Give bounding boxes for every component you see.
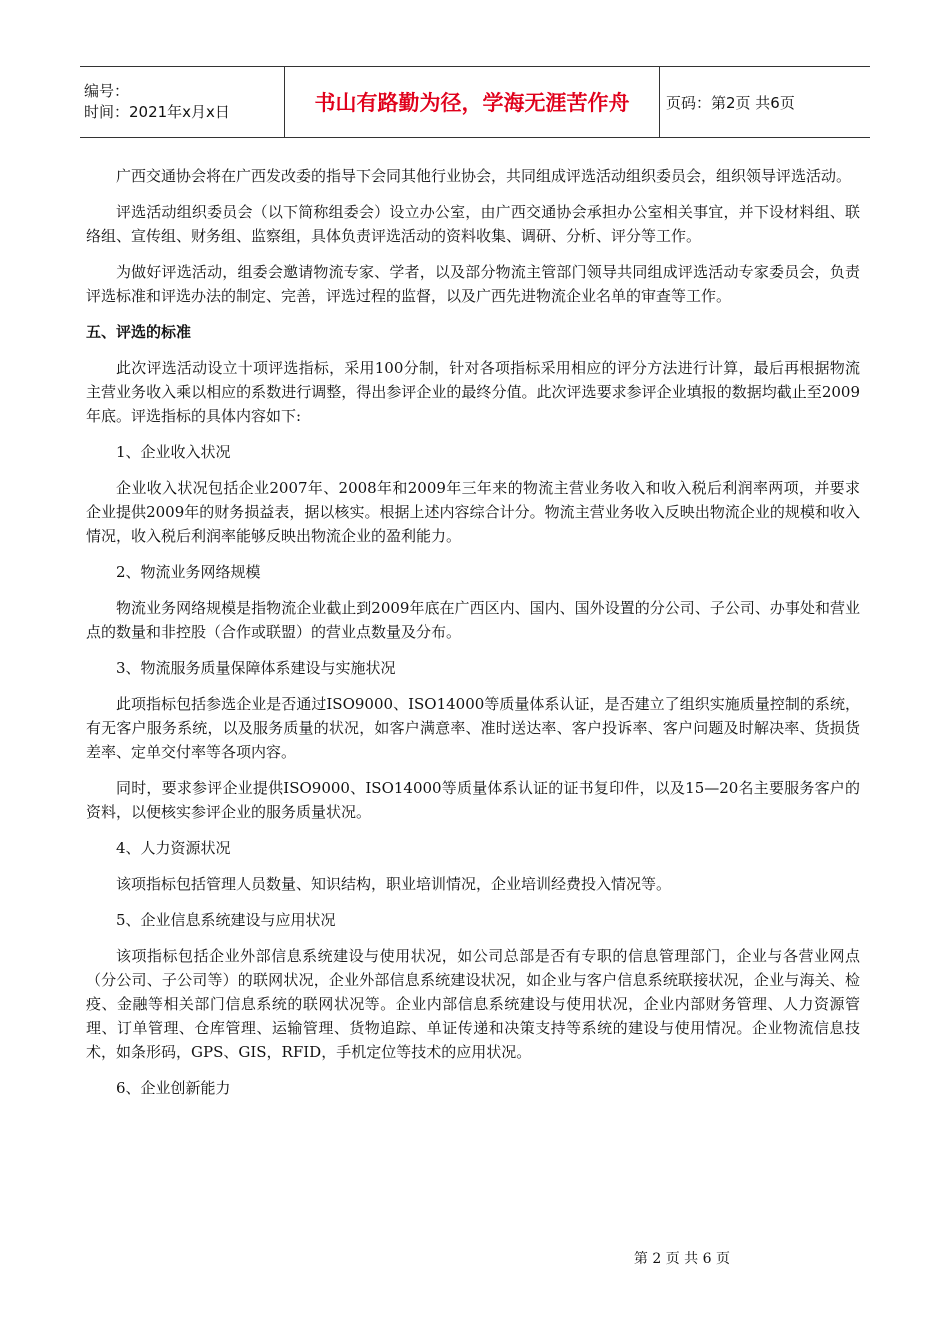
number-label: 编号： — [84, 82, 130, 100]
header-page — [660, 67, 870, 137]
motto-text: 书山有路勤为径，学海无涯苦作舟 — [314, 91, 630, 115]
list-item-heading: 1、企业收入状况 — [116, 443, 231, 461]
list-item-heading: 5、企业信息系统建设与应用状况 — [116, 911, 336, 929]
list-item-heading: 4、人力资源状况 — [116, 839, 231, 857]
paragraph: 此次评选活动设立十项评选指标，采用100分制，针对各项指标采用相应的评分方法进行计算，最后再根据物流主营业务收入乘以相应的系数进行调整，得出参评企业的最终分值。此次评选要求参评企业填报的数据均截止至2009年底。评选指标的具体内容如下: — [86, 359, 860, 425]
header-motto — [285, 67, 660, 137]
paragraph: 此项指标包括参选企业是否通过ISO9000、ISO14000等质量体系认证，是否建立了组织实施质量控制的系统，有无客户服务系统，以及服务质量的状况，如客户满意率、准时送达率、客户投诉率、客户问题及时解决率、货损货差率、定单交付率等各项内容。 — [86, 695, 860, 761]
time-label: 时间：2021年x月x日 — [84, 103, 230, 121]
paragraph: 评选活动组织委员会（以下简称组委会）设立办公室，由广西交通协会承担办公室相关事宜，并下设材料组、联络组、宣传组、财务组、监察组，具体负责评选活动的资料收集、调研、分析、评分等工作。 — [86, 203, 860, 245]
paragraph: 该项指标包括管理人员数量、知识结构，职业培训情况，企业培训经费投入情况等。 — [116, 875, 672, 893]
header-meta — [80, 67, 285, 137]
page-header — [80, 66, 870, 138]
paragraph: 物流业务网络规模是指物流企业截止到2009年底在广西区内、国内、国外设置的分公司、子公司、办事处和营业点的数量和非控股（合作或联盟）的营业点数量及分布。 — [86, 599, 860, 641]
paragraph: 广西交通协会将在广西发改委的指导下会同其他行业协会，共同组成评选活动组织委员会，组织领导评选活动。 — [116, 167, 852, 185]
paragraph: 为做好评选活动，组委会邀请物流专家、学者，以及部分物流主管部门领导共同组成评选活动专家委员会，负责评选标准和评选办法的制定、完善，评选过程的监督，以及广西先进物流企业名单的审查等工作。 — [86, 263, 860, 305]
document-body — [86, 164, 860, 1112]
page-footer: 第 2 页 共 6 页 — [633, 1251, 730, 1267]
paragraph: 该项指标包括企业外部信息系统建设与使用状况，如公司总部是否有专职的信息管理部门，企业与各营业网点（分公司、子公司等）的联网状况，企业外部信息系统建设状况，如企业与客户信息系统联接状况，企业与海关、检疫、金融等相关部门信息系统的联网状况等。企业内部信息系统建设与使用状况，企业内部财务管理、人力资源管理、订单管理、仓库管理、运输管理、货物追踪、单证传递和决策支持等系统的建设与使用情况。企业物流信息技术，如条形码，GPS、GIS，RFID，手机定位等技术的应用状况。 — [86, 947, 860, 1061]
page-label: 页码：第2页 共6页 — [666, 93, 795, 112]
list-item-heading: 2、物流业务网络规模 — [116, 563, 261, 581]
list-item-heading: 6、企业创新能力 — [116, 1079, 231, 1097]
paragraph: 企业收入状况包括企业2007年、2008年和2009年三年来的物流主营业务收入和收入税后利润率两项，并要求企业提供2009年的财务损益表，据以核实。根据上述内容综合计分。物流主营业务收入反映出物流企业的规模和收入情况，收入税后利润率能够反映出物流企业的盈利能力。 — [86, 479, 860, 545]
section-heading: 五、评选的标准 — [86, 323, 192, 341]
paragraph: 同时，要求参评企业提供ISO9000、ISO14000等质量体系认证的证书复印件，以及15—20名主要服务客户的资料，以便核实参评企业的服务质量状况。 — [86, 779, 860, 821]
list-item-heading: 3、物流服务质量保障体系建设与实施状况 — [116, 659, 396, 677]
